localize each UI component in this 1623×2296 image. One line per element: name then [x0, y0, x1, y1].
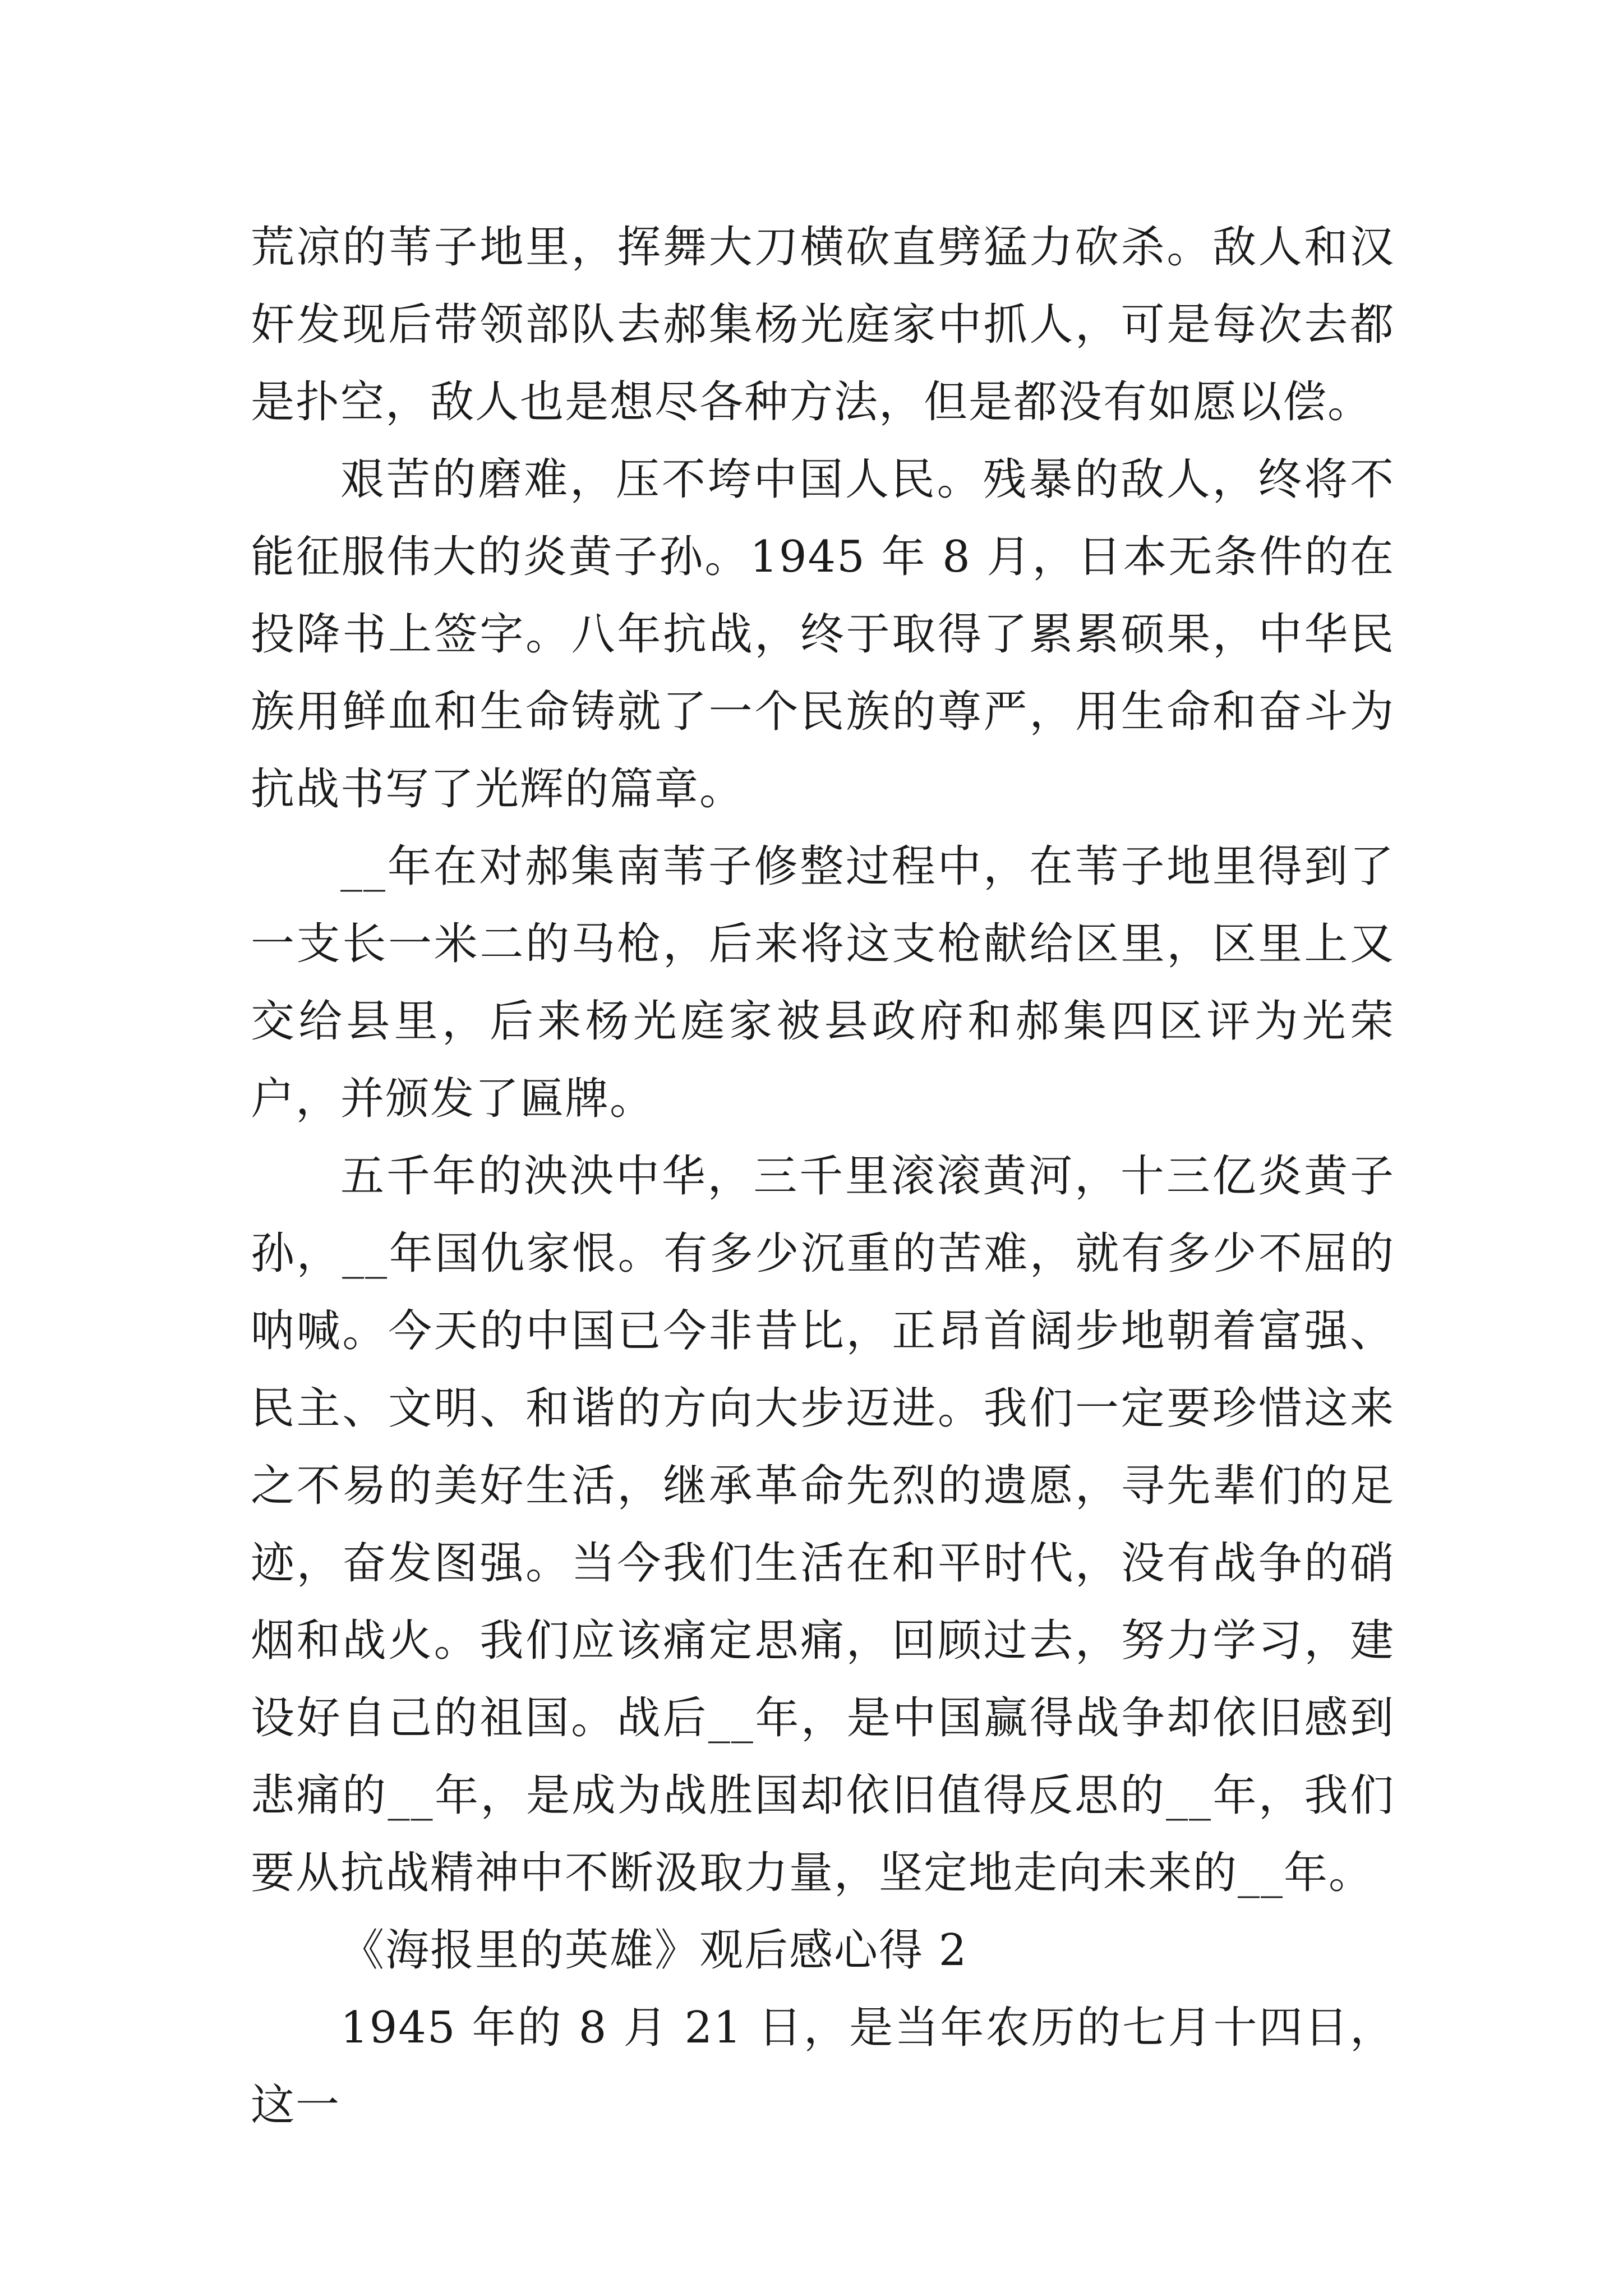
paragraph-4: 五千年的泱泱中华，三千里滚滚黄河，十三亿炎黄子孙，__年国仇家恨。有多少沉重的苦难，就有多少不屈的呐喊。今天的中国已今非昔比，正昂首阔步地朝着富强、民主、文明、和谐的方向大步迈进。我们一定要珍惜这来之不易的美好生活，继承革命先烈的遗愿，寻先辈们的足迹，奋发图强。当今我们生活在和平时代，没有战争的硝烟和战火。我们应该痛定思痛，回顾过去，努力学习，建设好自己的祖国。战后__年，是中国赢得战争却依旧感到悲痛的__年，是成为战胜国却依旧值得反思的__年，我们要从抗战精神中不断汲取力量，坚定地走向未来的__年。 — [251, 1151, 1395, 1898]
paragraph-5: 1945 年的 8 月 21 日，是当年农历的七月十四日，这一 — [251, 2003, 1395, 2131]
section-heading: 《海报里的英雄》观后感心得 2 — [340, 1925, 968, 1976]
paragraph-2: 艰苦的磨难，压不垮中国人民。残暴的敌人，终将不能征服伟大的炎黄子孙。1945 年 8 月，日本无条件的在投降书上签字。八年抗战，终于取得了累累硕果，中华民族用鲜血和生命铸就了一个民族的尊严，用生命和奋斗为抗战书写了光辉的篇章。 — [251, 454, 1395, 815]
document-body — [251, 209, 1395, 2144]
paragraph-3: __年在对郝集南苇子修整过程中，在苇子地里得到了一支长一米二的马枪，后来将这支枪献给区里，区里上又交给县里，后来杨光庭家被县政府和郝集四区评为光荣户，并颁发了匾牌。 — [251, 841, 1395, 1124]
paragraph-1: 荒凉的苇子地里，挥舞大刀横砍直劈猛力砍杀。敌人和汉奸发现后带领部队去郝集杨光庭家中抓人，可是每次去都是扑空，敌人也是想尽各种方法，但是都没有如愿以偿。 — [251, 222, 1395, 427]
